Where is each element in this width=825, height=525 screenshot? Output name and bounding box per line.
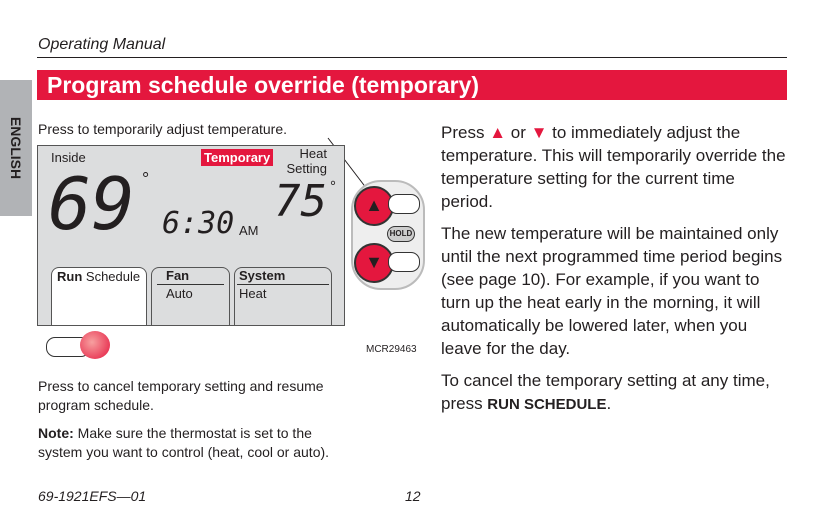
system-label: System xyxy=(239,268,286,283)
degree-symbol: ° xyxy=(142,169,150,189)
system-tab[interactable] xyxy=(234,267,332,325)
setting-label: Setting xyxy=(286,161,327,176)
figure-id: MCR29463 xyxy=(366,344,417,355)
run-label: Run xyxy=(57,269,83,284)
hold-button[interactable]: HOLD xyxy=(387,226,415,242)
caption-bottom: Press to cancel temporary setting and resume program schedule. xyxy=(38,378,324,413)
system-value: Heat xyxy=(239,286,267,301)
heat-label: Heat xyxy=(299,146,327,161)
up-arrow-icon: ▲ xyxy=(489,123,507,142)
language-label: ENGLISH xyxy=(8,116,24,180)
run-schedule-tab[interactable] xyxy=(51,267,147,325)
inside-temperature: 69 xyxy=(48,162,135,246)
fan-label: Fan xyxy=(166,268,190,283)
schedule-label: Schedule xyxy=(85,269,141,284)
section-title: Program schedule override (temporary) xyxy=(37,70,787,100)
down-button[interactable]: ▼ xyxy=(354,243,394,283)
note-label: Note: xyxy=(38,425,74,441)
set-degree-symbol: ° xyxy=(330,178,336,195)
clock-ampm: AM xyxy=(239,223,259,238)
pointing-hand-icon xyxy=(388,252,420,272)
down-arrow-icon: ▼ xyxy=(530,123,548,142)
note-text: Make sure the thermostat is set to the system you want to control (heat, cool or auto). xyxy=(38,425,330,460)
body-text xyxy=(441,121,791,425)
clock-time: 6:30 xyxy=(162,206,235,241)
caption-top: Press to temporarily adjust temperature. xyxy=(38,121,287,137)
fan-value: Auto xyxy=(166,286,193,301)
pointing-hand-icon xyxy=(388,194,420,214)
paragraph-2: The new temperature will be maintained only until the next programmed time period begins (see page 10). For example, if you want to turn up the heat early in the morning, it will automatically be lowered later, when you leave for the day. xyxy=(441,224,783,358)
page-number: 12 xyxy=(405,488,421,504)
paragraph-1: Press ▲ or ▼ to immediately adjust the temperature. This will temporarily override the temperature setting for the current time period. xyxy=(441,123,786,211)
up-button[interactable]: ▲ xyxy=(354,186,394,226)
language-tab xyxy=(0,80,32,216)
fan-tab[interactable] xyxy=(151,267,230,325)
set-temperature: 75 xyxy=(274,176,327,227)
temporary-badge: Temporary xyxy=(201,149,273,166)
document-id: 69-1921EFS—01 xyxy=(38,488,147,504)
inside-label: Inside xyxy=(51,150,86,165)
note xyxy=(38,424,348,462)
paragraph-3: To cancel the temporary setting at any time, press RUN SCHEDULE. xyxy=(441,371,770,413)
running-header: Operating Manual xyxy=(38,36,166,53)
header-rule xyxy=(37,57,787,58)
thermostat-display xyxy=(37,145,345,326)
run-schedule-button[interactable] xyxy=(80,331,110,359)
